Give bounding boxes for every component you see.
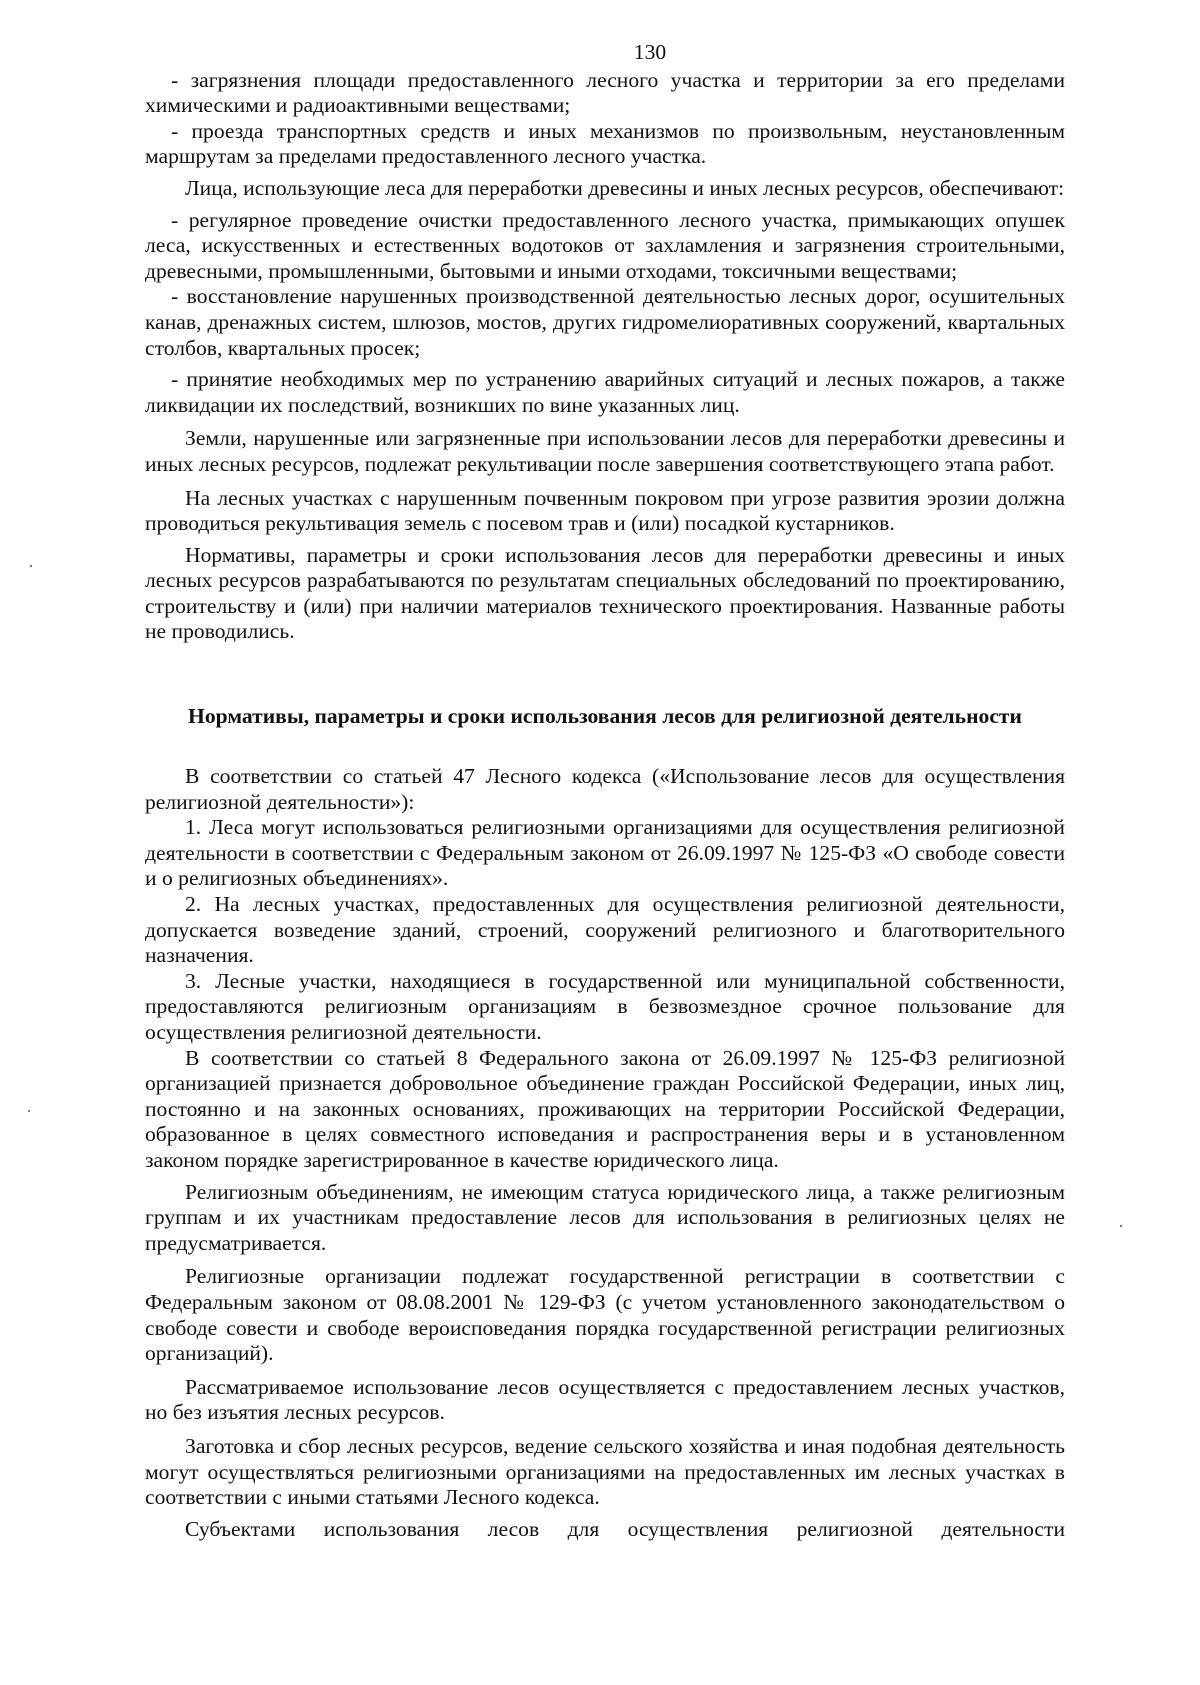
paragraph: Лица, использующие леса для переработки древесины и иных лесных ресурсов, обеспечивают:	[185, 175, 1065, 200]
paragraph: В соответствии со статьей 47 Лесного кодекса («Использование лесов для осуществления религиозной деятельности»):	[145, 764, 1065, 814]
scan-speck	[28, 1110, 30, 1112]
paragraph: Земли, нарушенные или загрязненные при использовании лесов для переработки древесины и иных лесных ресурсов, подлежат рекультивации после завершения соответствующего этапа работ.	[145, 426, 1065, 476]
paragraph: Религиозным объединениям, не имеющим статуса юридического лица, а также религиозным группам и их участникам предоставление лесов для использования в религиозных целях не предусматривается.	[145, 1179, 1065, 1255]
page-number: 130	[633, 40, 667, 64]
paragraph: Нормативы, параметры и сроки использования лесов для переработки древесины и иных лесных ресурсов разрабатываются по результатам специальных обследований по проектированию, строительству и (или) при наличии материалов технического проектирования. Названные работы не проводились.	[145, 542, 1065, 644]
paragraph: - восстановление нарушенных производственной деятельностью лесных дорог, осушительных канав, дренажных систем, шлюзов, мостов, других гидромелиоративных сооружений, квартальных столбов, квартальных просек;	[145, 284, 1065, 360]
paragraph: Религиозные организации подлежат государственной регистрации в соответствии с Федеральным законом от 08.08.2001 № 129-ФЗ (с учетом установленного законодательством о свободе совести и свободе вероисповедания порядка государственной регистрации религиозных организаций).	[145, 1264, 1065, 1366]
paragraph: - загрязнения площади предоставленного лесного участка и территории за его пределами химическими и радиоактивными веществами;	[145, 67, 1065, 118]
section-heading: Нормативы, параметры и сроки использования лесов для религиозной деятельности	[188, 704, 1022, 729]
paragraph: В соответствии со статьей 8 Федерального закона от 26.09.1997 № 125-ФЗ религиозной организацией признается добровольное объединение граждан Российской Федерации, иных лиц, постоянно и на законных основаниях, проживающих на территории Российской Федерации, образованное в целях совместного исповедания и распространения веры и в установленном законом порядке зарегистрированное в качестве юридического лица.	[145, 1045, 1065, 1172]
document-page	[145, 40, 1065, 1542]
paragraph: - проезда транспортных средств и иных механизмов по произвольным, неустановленным маршрутам за пределами предоставленного лесного участка.	[145, 118, 1065, 169]
paragraph: 3. Лесные участки, находящиеся в государственной или муниципальной собственности, предоставляются религиозным организациям в безвозмездное срочное пользование для осуществления религиозной деятельности.	[145, 968, 1065, 1044]
paragraph: - принятие необходимых мер по устранению аварийных ситуаций и лесных пожаров, а также ликвидации их последствий, возникших по вине указанных лиц.	[145, 367, 1065, 417]
paragraph: 1. Леса могут использоваться религиозными организациями для осуществления религиозной деятельности в соответствии с Федеральным законом от 26.09.1997 № 125-ФЗ «О свободе совести и о религиозных объединениях».	[145, 815, 1065, 891]
paragraph: Заготовка и сбор лесных ресурсов, ведение сельского хозяйства и иная подобная деятельность могут осуществляться религиозными организациями на предоставленных им лесных участках в соответствии с иными статьями Лесного кодекса.	[145, 1433, 1065, 1510]
paragraph: - регулярное проведение очистки предоставленного лесного участка, примыкающих опушек леса, искусственных и естественных водотоков от захламления и загрязнения строительными, древесными, промышленными, бытовыми и иными отходами, токсичными веществами;	[145, 207, 1065, 283]
paragraph: Субъектами использования лесов для осуществления религиозной деятельности	[185, 1516, 1065, 1541]
scan-speck	[1120, 1225, 1122, 1227]
paragraph: На лесных участках с нарушенным почвенным покровом при угрозе развития эрозии должна проводиться рекультивация земель с посевом трав и (или) посадкой кустарников.	[145, 485, 1065, 536]
paragraph: Рассматриваемое использование лесов осуществляется с предоставлением лесных участков, но без изъятия лесных ресурсов.	[145, 1374, 1065, 1425]
paragraph: 2. На лесных участках, предоставленных для осуществления религиозной деятельности, допускается возведение зданий, строений, сооружений религиозного и благотворительного назначения.	[145, 892, 1065, 968]
scan-speck	[30, 565, 32, 567]
